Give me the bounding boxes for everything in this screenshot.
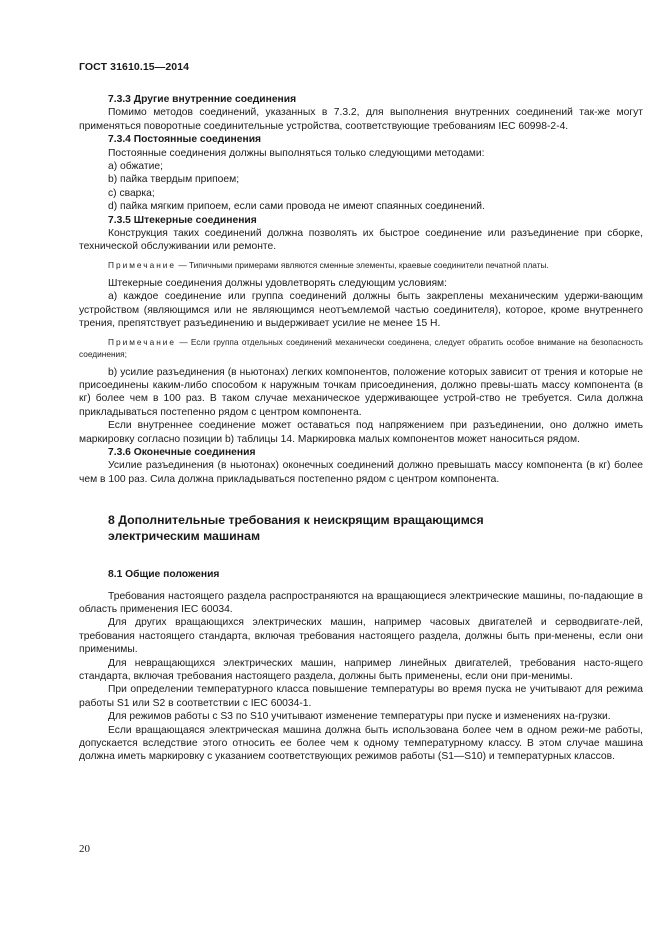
heading-7-3-3: 7.3.3 Другие внутренние соединения (108, 94, 297, 105)
paragraph: Для режимов работы с S3 по S10 учитывают изменение температуры при пуске и изменениях на-грузки. (108, 711, 611, 723)
note-text: — Если группа отдельных соединений механически соединена, следует обратить особое внимание на безопасность соединения; (79, 336, 643, 359)
paragraph: Если вращающаяся электрическая машина должна быть использована более чем в одном режи-ме работы, допускается вследствие этого относить ее более чем к одному температурному классу. В этом случае машина должна иметь маркировку с указанием соответствующих режимов работы (S1—S10) и температурных классов. (79, 724, 643, 763)
standard-header: ГОСТ 31610.15—2014 (79, 61, 190, 73)
heading-section-8 (79, 512, 643, 544)
paragraph: Усилие разъединения (в ньютонах) оконечных соединений должно превышать массу компонента (в кг) более чем в 100 раз. Сила должна прикладываться постепенно рядом с центром компонента. (79, 460, 643, 485)
heading-line-1: 8 Дополнительные требования к неискрящим вращающимся (108, 513, 484, 528)
note-label: Примечание (108, 259, 177, 270)
note-text: — Типичными примерами являются сменные элементы, краевые соединители печатной платы. (176, 259, 549, 270)
heading-8-1: 8.1 Общие положения (108, 569, 220, 581)
page-content (79, 93, 643, 764)
paragraph: Постоянные соединения должны выполняться только следующими методами: (108, 147, 485, 159)
list-item: a) обжатие; (108, 161, 163, 173)
heading-line-2: электрическим машинам (108, 529, 261, 544)
paragraph: a) каждое соединение или группа соединений должны быть закреплены механическим удержи-вающим устройством (являющимся или не являющимся неотъемлемой частью соединителя), которое, кроме внутреннего трения, препятствует разъединению и выдерживает усилие не менее 15 Н. (79, 291, 643, 330)
list-item: b) пайка твердым припоем; (108, 174, 240, 186)
page-number: 20 (79, 843, 90, 855)
paragraph: При определении температурного класса повышение температуры во время пуска не учитывают для режима работы S1 или S2 в соответствии с IEC 60034-1. (79, 684, 643, 709)
list-item: d) пайка мягким припоем, если сами провода не имеют спаянных соединений. (108, 201, 485, 213)
paragraph: Конструкция таких соединений должна позволять их быстрое соединение или разъединение при сборке, технической обслуживании или ремонте. (79, 228, 643, 253)
heading-7-3-5: 7.3.5 Штекерные соединения (108, 214, 257, 226)
note-label: Примечание (108, 336, 177, 347)
note (79, 259, 643, 271)
paragraph: Если внутреннее соединение может оставаться под напряжением при разъединении, оно должно иметь маркировку согласно позиции b) таблицы 14. Маркировка малых компонентов может наноситься рядом. (79, 420, 643, 445)
paragraph: b) усилие разъединения (в ньютонах) легких компонентов, положение которых зависит от трения и которые не присоединены каким-либо способом к наружным точкам присоединения, должно превы-шать массу компонента (в кг) более чем в 100 раз. В таком случае механическое удерживающее устрой-ство не требуется. Сила должна прикладываться постепенно рядом с центром компонента. (79, 366, 643, 418)
heading-7-3-4: 7.3.4 Постоянные соединения (108, 134, 262, 146)
list-item: c) сварка; (108, 187, 155, 199)
paragraph: Для других вращающихся электрических машин, например часовых двигателей и серводвигате-лей, требования настоящего стандарта, включая требования настоящего раздела, должны быть при-менены, если они применимы. (79, 617, 643, 656)
paragraph: Штекерные соединения должны удовлетворять следующим условиям: (108, 277, 447, 289)
note (79, 336, 643, 360)
paragraph: Помимо методов соединений, указанных в 7.3.2, для выполнения внутренних соединений так-же могут применяться поворотные соединительные устройства, соответствующие требованиям IEC 60998-2-4. (79, 107, 643, 132)
paragraph: Требования настоящего раздела распространяются на вращающиеся электрические машины, по-падающие в область применения IEC 60034. (79, 590, 643, 615)
heading-7-3-6: 7.3.6 Оконечные соединения (108, 446, 256, 458)
paragraph: Для невращающихся электрических машин, например линейных двигателей, требования насто-ящего стандарта, включая требования настоящего раздела, должны быть применены, если они при-менимы. (79, 657, 643, 682)
